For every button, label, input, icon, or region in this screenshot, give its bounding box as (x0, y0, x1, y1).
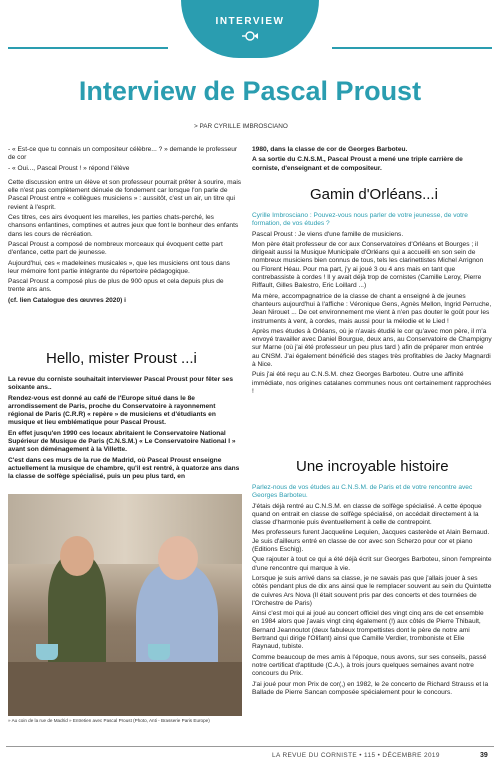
heading-une-incroyable-histoire: Une incroyable histoire (296, 458, 449, 475)
left-column-bottom (8, 376, 242, 484)
paragraph: Pascal Proust a composé plus de plus de 900 opus et cela depuis plus de trente ans ans. (8, 278, 224, 294)
page-title: Interview de Pascal Proust (78, 76, 422, 106)
interview-photo (8, 494, 242, 716)
paragraph: En effet jusqu'en 1990 ces locaux abritaient le Conservatoire National Supérieur de Musique de Paris (C.N.S.M.) « Le Conservatoire National I » avant son déménagement à la Villette. (8, 429, 236, 454)
head-left (60, 536, 94, 576)
question: Cyrille Imbrosciano : Pouvez-vous nous parler de votre jeunesse, de votre formation, de vos études ? (252, 212, 468, 228)
paragraph: Rendez-vous est donné au café de l'Europe situé dans le 8e arrondissement de Paris, proche du Conservatoire à rayonnement régional de Paris (C.R.R) « repère » de musiciens et d'étudiants en musique et lieu emblématique pour Pascal Proust. (8, 394, 216, 427)
paragraph: 1980, dans la classe de cor de Georges Barboteu. (252, 146, 408, 153)
paragraph: A sa sortie du C.N.S.M., Pascal Proust a mené une triple carrière de corniste, d'enseignant et de compositeur. (252, 156, 463, 172)
paragraph: Lorsque je suis arrivé dans sa classe, je ne savais pas que j'allais jouer à ses côtés pendant plus de dix ans ainsi que le remplacer souvent au sein du Quintette de cuivres Ars Nova (Il était souvent pris par des concerts et des tournées de l'Orchestre de Paris) (252, 574, 492, 607)
right-column-top (252, 146, 492, 175)
window-backdrop (8, 494, 242, 564)
page-number: 39 (480, 752, 488, 759)
byline: > PAR CYRILLE IMBROSCIANO (194, 123, 288, 130)
table (8, 662, 242, 716)
coffee-cup-left (36, 644, 58, 660)
paragraph: Ces titres, ces airs évoquent les marelles, les parties chats-perché, les chansons enfantines, comptines et autres jeux que font le bonheur des enfants dans les cours de récréation. (8, 214, 239, 238)
section-badge (181, 0, 319, 58)
french-horn-icon (181, 29, 319, 45)
footer-rule (6, 746, 494, 747)
paragraph: Aujourd'hui, ces « madeleines musicales », que les musiciens ont tous dans leur mémoire font partie intégrante du répertoire pédagogique. (8, 259, 230, 275)
section-label: INTERVIEW (215, 16, 285, 27)
paragraph: J'étais déjà rentré au C.N.S.M. en classe de solfège spécialisé. A cette époque quand on entrait en classe de solfège spécialisé, on accédait directement à la classe d'harmonie puis éventuellement à celle de contrepoint. (252, 502, 482, 527)
paragraph: C'est dans ces murs de la rue de Madrid, où Pascal Proust enseigne actuellement la musique de chambre, qu'il est rentré, à quatorze ans dans la classe de solfège spécialisé, puis un peu plus tard, en (8, 456, 240, 481)
photo-caption: » Au coin de la rue de Madrid » Entretien avec Pascal Proust (Photo, Anti - Brasserie Paris Europe) (8, 718, 210, 723)
left-column-top (8, 146, 242, 307)
paragraph: Mon père était professeur de cor aux Conservatoires d'Orléans et Bourges ; il dirigeait aussi la Musique Municipale d'Orléans qui a accueilli en son sein de nombreux musiciens bien connus de tous, tels les clarinettistes Michel Arrignon ou Florent Héau. Pour ma part, j'y ai joué 3 ou 4 ans mais en tant que contrebassiste à cordes ! Il y avait déjà trop de cornistes (Camille Leroy, Pierre Riffault, Gilles Balestro, Eric Loillard ...) (252, 240, 484, 290)
paragraph: Mes professeurs furent Jacqueline Lequien, Jacques casterède et Alain Bernaud. Je suis d'ailleurs entré en classe de cor avec son Scherzo pour cor et piano (Editions Eschig). (252, 529, 490, 554)
paragraph: La revue du corniste souhaitait interviewer Pascal Proust pour fêter ses soixante ans.. (8, 376, 233, 392)
paragraph: Comme beaucoup de mes amis à l'époque, nous avons, sur ses conseils, passé notre certificat d'aptitude (C.A.), à trois jours quelques semaines avant notre concours du Prix. (252, 653, 487, 678)
paragraph: Ainsi c'est moi qui ai joué au concert officiel des vingt cinq ans de cet ensemble en 1984 alors que j'avais vingt cinq également (!) aux côtés de Pierre Thibault, Bernard Jeannoutot (deux fabuleux trompettistes dont le père de notre ami Bertrand qui dirige l'Olifant) ainsi que Camille Verdier, tromboniste et Elie Raynaud, tubiste. (252, 610, 484, 651)
paragraph: Puis j'ai été reçu au C.N.S.M. chez Georges Barboteu. Outre une affinité immédiate, nos origines catalanes communes nous ont certainement rapprochées ! (252, 371, 492, 395)
paragraph: Après mes études à Orléans, où je n'avais étudié le cor qu'avec mon père, il m'a envoyé travailler avec Daniel Bourgue, deux ans, au Conservatoire de Champigny sur Marne (où j'ai été professeur un peu plus tard ) afin de préparer mon entrée au CNSM. J'ai également bénéficié des stages très profitables de Jacky Magnardi à Nice. (252, 327, 492, 369)
paragraph: Que rajouter à tout ce qui a été déjà écrit sur Georges Barboteu, sinon l'empreinte d'une rencontre qui marque à vie. (252, 556, 492, 572)
right-column-middle (252, 212, 492, 398)
catalogue-link-note: (cf. lien Catalogue des œuvres 2020) i (8, 296, 126, 304)
coffee-cup-right (148, 644, 170, 660)
head-right (158, 536, 198, 580)
right-column-bottom (252, 484, 492, 699)
paragraph: Ma mère, accompagnatrice de la classe de chant a enseigné à de jeunes chanteurs aujourd'hui à l'affiche : Véronique Gens, Agnès Mellon, Ingrid Perruche, Jean Nirouet ... De cet environnement me vient à n'en pas douter le goût pour les instruments à vent, à cordes, mais aussi pour la mélodie et le Lied ! (252, 292, 492, 325)
paragraph: Pascal Proust : Je viens d'une famille de musiciens. (252, 230, 404, 238)
paragraph: - « Oui..., Pascal Proust ! » répond l'élève (8, 164, 130, 172)
question: Parlez-nous de vos études au C.N.S.M. de Paris et de votre rencontre avec Georges Barboteu. (252, 484, 473, 500)
paragraph: J'ai joué pour mon Prix de cor(,) en 1982, le 2e concerto de Richard Strauss et la Ballade de Pierre Sancan composée spécialement pour le concours. (252, 680, 489, 696)
header-rule-right (332, 47, 492, 49)
heading-hello-mister-proust: Hello, mister Proust ...i (46, 350, 197, 367)
header-rule-left (8, 47, 168, 49)
paragraph: - « Est-ce que tu connais un compositeur célèbre... ? » demande le professeur de cor (8, 146, 238, 162)
paragraph: Pascal Proust a composé de nombreux morceaux qui évoquent cette part d'enfance, cette part de jeunesse. (8, 240, 223, 257)
footer-publication: LA REVUE DU CORNISTE • 115 • DÉCEMBRE 2019 (272, 752, 440, 759)
paragraph: Cette discussion entre un élève et son professeur pourrait prêter à sourire, mais elle n'est pas complètement dénuée de fondement car lorsque l'on parle de Pascal Proust entre « collègues musiciens » : aussitôt, c'est un air, un titre qui revient à l'esprit. (8, 178, 242, 211)
heading-gamin-orleans: Gamin d'Orléans...i (310, 186, 438, 203)
